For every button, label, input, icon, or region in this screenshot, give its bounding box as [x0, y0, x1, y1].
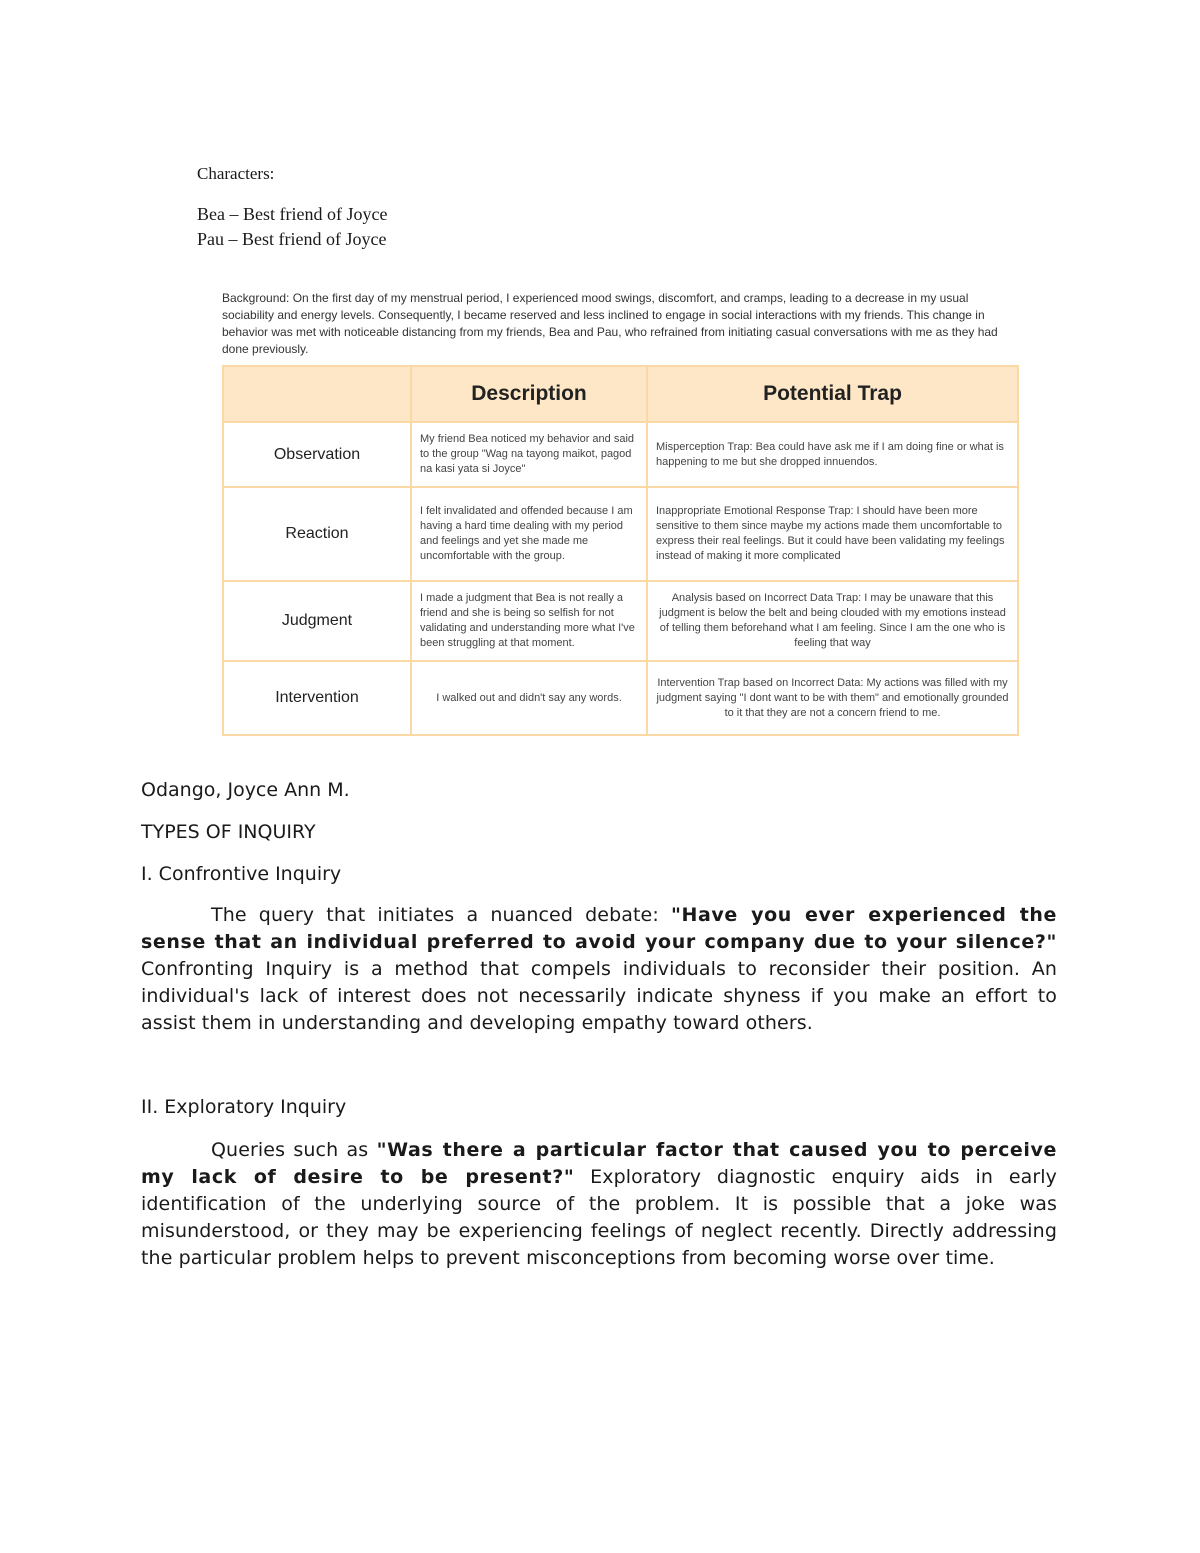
table-row — [223, 422, 1018, 487]
paragraph-quote: "Was there a particular factor that caused you to perceive my lack of desire to be present?" — [141, 1139, 1057, 1188]
row-trap: Inappropriate Emotional Response Trap: I should have been more sensitive to them since maybe my actions made them uncomfortable to express their real feelings. But it could have been validating my feelings instead of making it more complicated — [647, 487, 1018, 581]
paragraph-lead: Queries such as — [211, 1139, 377, 1161]
paragraph-rest: Confronting Inquiry is a method that compels individuals to reconsider their position. An individual's lack of interest does not necessarily indicate shyness if you make an effort to assist them in understanding and developing empathy toward others. — [141, 958, 1057, 1034]
row-description: I walked out and didn't say any words. — [411, 661, 647, 735]
row-label-observation: Observation — [223, 422, 411, 487]
characters-block — [197, 164, 387, 252]
row-label-intervention: Intervention — [223, 661, 411, 735]
reflection-table — [222, 365, 1019, 736]
author-name: Odango, Joyce Ann M. — [141, 779, 350, 801]
row-label-judgment: Judgment — [223, 581, 411, 661]
document-title: TYPES OF INQUIRY — [141, 821, 316, 843]
table-header-description: Description — [411, 366, 647, 422]
section-paragraph-confrontive — [141, 902, 1057, 1037]
table-row — [223, 581, 1018, 661]
row-label-reaction: Reaction — [223, 487, 411, 581]
document-body — [141, 776, 1057, 1272]
table-header-trap: Potential Trap — [647, 366, 1018, 422]
table-header-empty — [223, 366, 411, 422]
section-paragraph-exploratory — [141, 1137, 1057, 1272]
row-description: My friend Bea noticed my behavior and said to the group "Wag na tayong maikot, pagod na kasi yata si Joyce" — [411, 422, 647, 487]
characters-heading: Characters: — [197, 164, 275, 183]
row-trap: Intervention Trap based on Incorrect Data: My actions was filled with my judgment saying "I dont want to be with them" and emotionally grounded to it that they are not a concern friend to me. — [647, 661, 1018, 735]
character-pau: Pau – Best friend of Joyce — [197, 229, 387, 249]
row-trap: Analysis based on Incorrect Data Trap: I may be unaware that this judgment is below the belt and being clouded with my emotions instead of telling them beforehand what I am feeling. Since I am the one who is feeling that way — [647, 581, 1018, 661]
row-trap: Misperception Trap: Bea could have ask me if I am doing fine or what is happening to me but she dropped innuendos. — [647, 422, 1018, 487]
section-heading-confrontive: I. Confrontive Inquiry — [141, 863, 342, 885]
table-header-row — [223, 366, 1018, 422]
table-row — [223, 661, 1018, 735]
paragraph-lead: The query that initiates a nuanced debate: — [211, 904, 671, 926]
section-heading-exploratory: II. Exploratory Inquiry — [141, 1096, 347, 1118]
row-description: I made a judgment that Bea is not really a friend and she is being so selfish for not validating and understanding more what I've been struggling at that moment. — [411, 581, 647, 661]
row-description: I felt invalidated and offended because I am having a hard time dealing with my period and feelings and yet she made me uncomfortable with the group. — [411, 487, 647, 581]
paragraph-rest: Exploratory diagnostic enquiry aids in early identification of the underlying source of the problem. It is possible that a joke was misunderstood, or they may be experiencing feelings of neglect recently. Directly addressing the particular problem helps to prevent misconceptions from becoming worse over time. — [141, 1166, 1057, 1269]
background-paragraph: Background: On the first day of my menstrual period, I experienced mood swings, discomfort, and cramps, leading to a decrease in my usual sociability and energy levels. Consequently, I became reserved and less inclined to engage in social interactions with my friends. This change in behavior was met with noticeable distancing from my friends, Bea and Pau, who refrained from initiating casual conversations with me as they had done previously. — [222, 291, 998, 356]
table-row — [223, 487, 1018, 581]
paragraph-quote: "Have you ever experienced the sense that an individual preferred to avoid your company due to your silence?" — [141, 904, 1057, 953]
character-bea: Bea – Best friend of Joyce — [197, 204, 388, 224]
